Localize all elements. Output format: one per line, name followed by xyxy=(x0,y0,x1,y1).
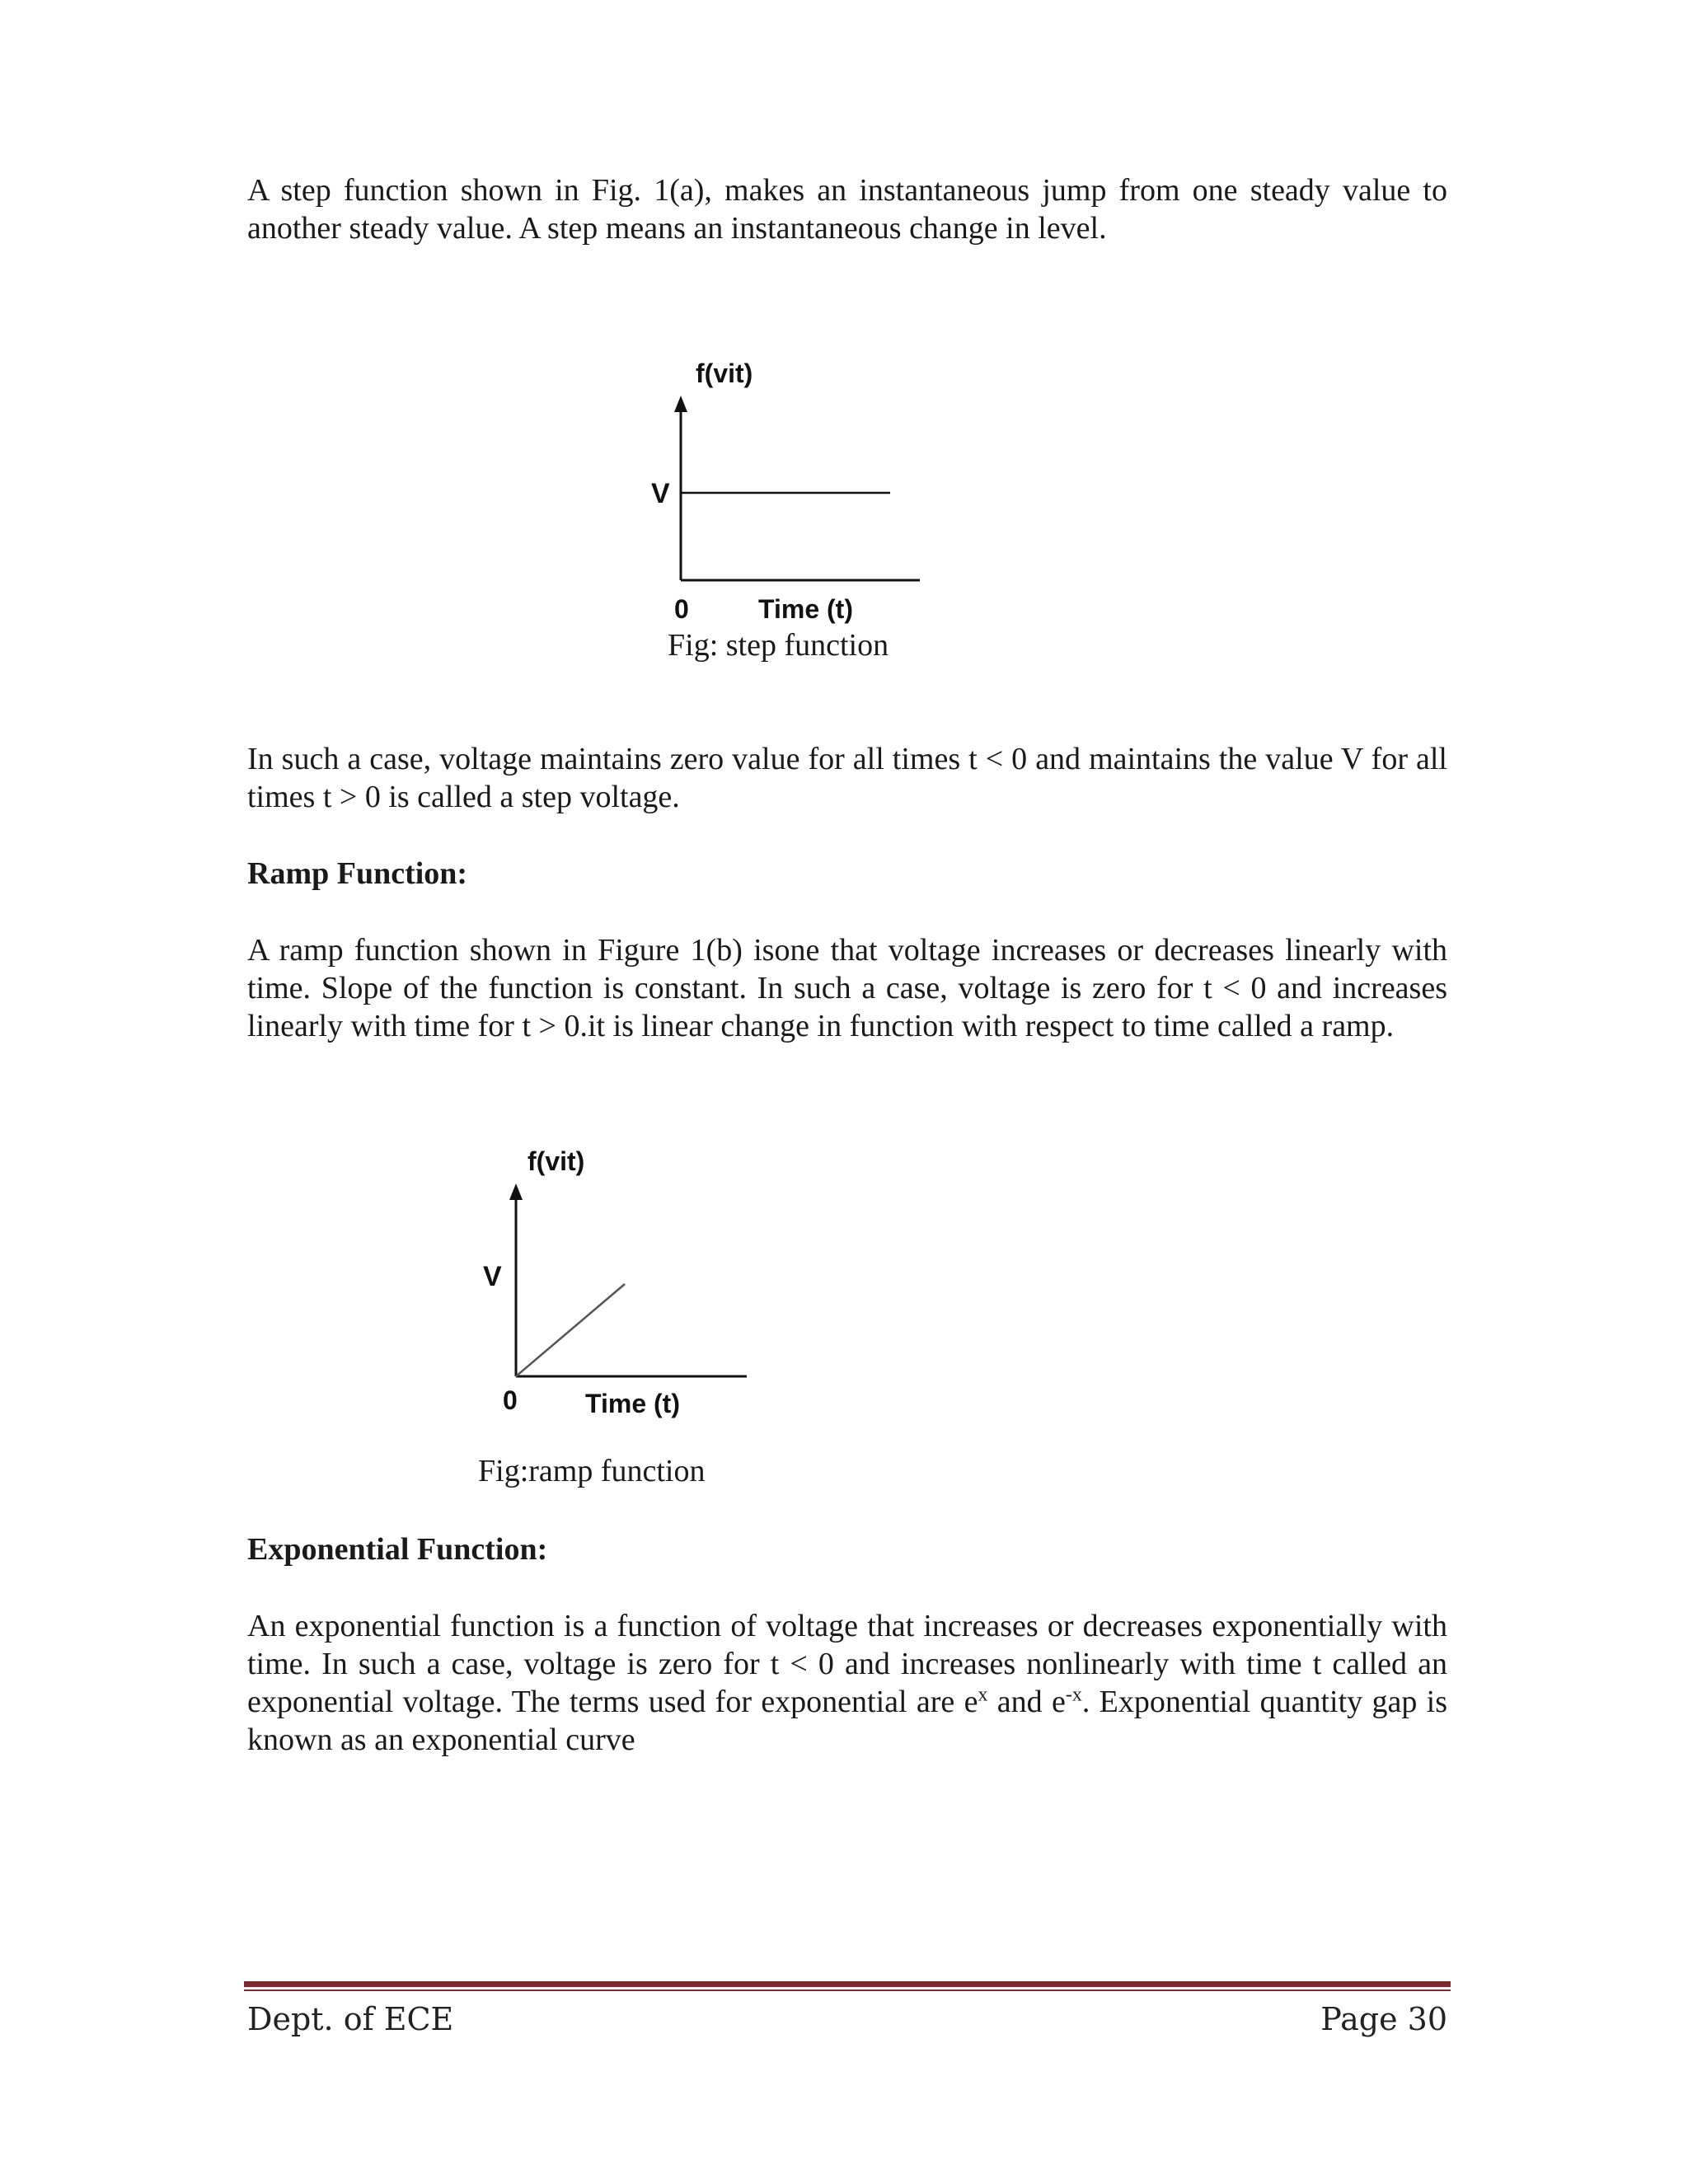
exponential-paragraph xyxy=(247,1607,1447,1759)
exponential-text-2: and e xyxy=(987,1685,1066,1719)
step-intro-paragraph: A step function shown in Fig. 1(a), makes an instantaneous jump from one steady value to another steady value. A step means an instantaneous change in level. xyxy=(247,173,1447,246)
footer-rule-thick xyxy=(244,1981,1451,1987)
ramp-slope-line xyxy=(516,1284,625,1376)
ramp-paragraph: A ramp function shown in Figure 1(b) isone that voltage increases or decreases linearly with time. Slope of the function is constant. In such a case, voltage is zero for t < 0 and increases linearly with time for t > 0.it is linear change in function with respect to time called a ramp. xyxy=(247,933,1447,1043)
footer-rule-thin xyxy=(244,1990,1451,1991)
step-function-figure xyxy=(635,354,948,643)
step-x-axis-label: Time (t) xyxy=(758,594,853,624)
footer-page-number: Page 30 xyxy=(1320,2001,1447,2037)
step-origin-label: 0 xyxy=(674,594,689,624)
step-y-axis-label: f(vit) xyxy=(696,359,753,388)
step-v-label: V xyxy=(651,478,670,509)
ramp-v-label: V xyxy=(483,1261,502,1292)
exponential-text-1: An exponential function is a function of voltage that increases or decreases exponentially with time. In such a case, voltage is zero for t < 0 and increases nonlinearly with time t called an exponential voltage. The terms used for exponential are e xyxy=(247,1609,1447,1719)
exponential-text-3: . Exponential quantity gap is known as an exponential curve xyxy=(247,1685,1448,1757)
step-figure-caption: Fig: step function xyxy=(668,628,889,663)
exponential-heading: Exponential Function: xyxy=(247,1532,548,1567)
ramp-figure-caption: Fig:ramp function xyxy=(478,1454,706,1488)
step-explain-paragraph: In such a case, voltage maintains zero value for all times t < 0 and maintains the value V for all times t > 0 is called a step voltage. xyxy=(247,742,1447,814)
exponent-neg-x-superscript: -x xyxy=(1065,1684,1082,1706)
ramp-heading: Ramp Function: xyxy=(247,856,468,891)
ramp-y-axis-label: f(vit) xyxy=(528,1146,585,1176)
ramp-x-axis-label: Time (t) xyxy=(585,1389,680,1418)
exponent-x-superscript: x xyxy=(978,1684,988,1706)
footer-department: Dept. of ECE xyxy=(247,2001,454,2037)
ramp-origin-label: 0 xyxy=(503,1385,518,1415)
ramp-function-figure xyxy=(462,1146,775,1426)
